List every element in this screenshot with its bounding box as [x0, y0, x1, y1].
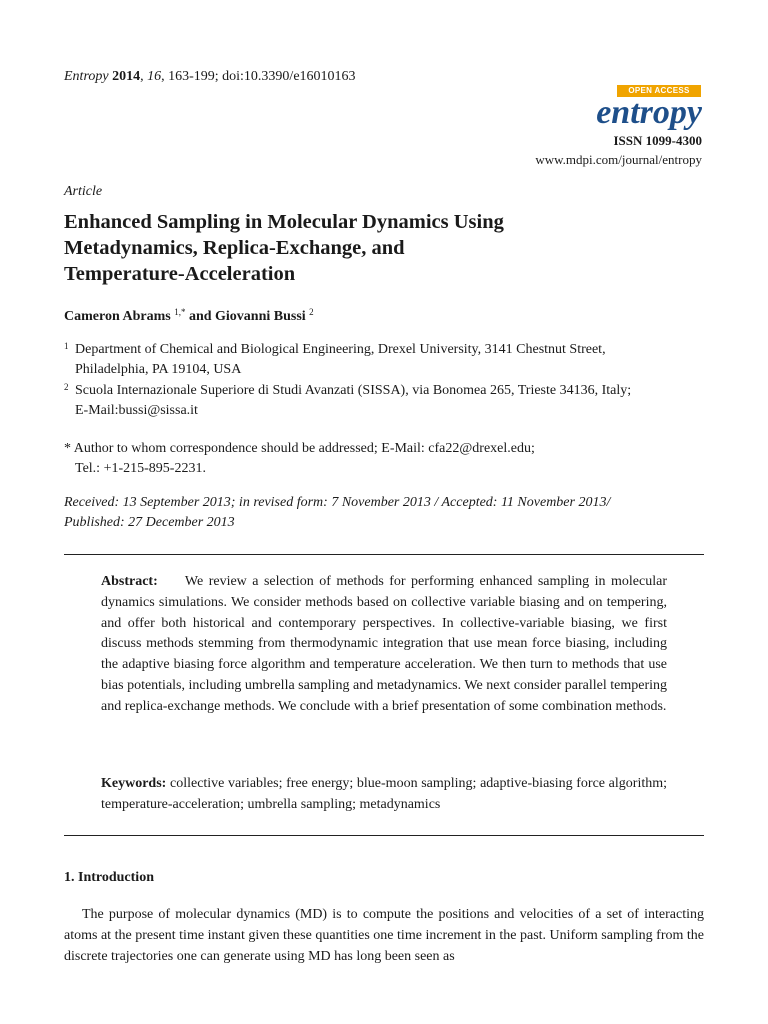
author-list	[64, 304, 314, 325]
author-connector: and	[185, 309, 216, 324]
correspondence-line: * Author to whom correspondence should be addressed; E-Mail: cfa22@drexel.edu;	[64, 441, 535, 456]
keywords-text: collective variables; free energy; blue-moon sampling; adaptive-biasing force algorithm; temperature-acceleration; umbrella sampling; metadynamics	[101, 776, 667, 812]
dates-line: Published: 27 December 2013	[64, 515, 235, 530]
pages-doi: , 163-199; doi:10.3390/e16010163	[161, 69, 356, 84]
journal-name: Entropy	[64, 69, 109, 84]
affiliation-line: Philadelphia, PA 19104, USA	[75, 362, 242, 377]
body-paragraph: The purpose of molecular dynamics (MD) is to compute the positions and velocities of a set of interacting atoms at the present time instant given these quantities one time increment in the past. Uniform sampling from the discrete trajectories one can generate using MD has long been seen as	[64, 907, 704, 964]
abstract	[101, 572, 667, 718]
article-type: Article	[64, 184, 103, 199]
publication-dates	[64, 493, 610, 533]
journal-logo: entropy	[596, 94, 702, 131]
affiliation	[64, 381, 704, 421]
divider	[64, 554, 704, 555]
issn: ISSN 1099-4300	[613, 133, 702, 148]
author-superscript: 2	[309, 307, 314, 317]
citation-line: Entropy 2014, 16, 163-199; doi:10.3390/e16010163	[64, 69, 356, 84]
dates-line: Received: 13 September 2013; in revised form: 7 November 2013 / Accepted: 11 November 2013/	[64, 495, 611, 510]
open-access-badge: OPEN ACCESS	[617, 85, 701, 97]
affiliation-line: E-Mail:bussi@sissa.it	[75, 403, 198, 418]
affiliation-number: 1	[64, 341, 69, 351]
correspondence-phone: Tel.: +1-215-895-2231.	[75, 461, 206, 476]
affiliation-line: Department of Chemical and Biological Engineering, Drexel University, 3141 Chestnut Street,	[75, 342, 606, 357]
affiliation	[64, 340, 704, 380]
title-line: Metadynamics, Replica-Exchange, and	[64, 237, 405, 259]
author-name: Cameron Abrams	[64, 309, 171, 324]
author-superscript: 1,*	[174, 307, 186, 317]
journal-url[interactable]: www.mdpi.com/journal/entropy	[535, 152, 702, 167]
abstract-label: Abstract:	[101, 574, 158, 589]
volume: 16	[147, 69, 162, 84]
keywords-label: Keywords:	[101, 776, 167, 791]
keywords	[101, 774, 667, 816]
affiliation-number: 2	[64, 382, 69, 392]
affiliation-line: Scuola Internazionale Superiore di Studi Avanzati (SISSA), via Bonomea 265, Trieste 34136, Italy;	[75, 383, 632, 398]
section-heading: 1. Introduction	[64, 870, 154, 885]
paper-title	[64, 209, 684, 287]
abstract-text: We review a selection of methods for performing enhanced sampling in molecular dynamics simulations. We consider methods based on collective variable biasing and on tempering, and offer both historical and contemporary perspectives. In collective-variable biasing, we first discuss methods stemming from thermodynamic integration that use mean force biasing, including the adaptive biasing force algorithm and temperature acceleration. We then turn to methods that use bias potentials, including umbrella sampling and metadynamics. We next consider parallel tempering and replica-exchange methods. We conclude with a brief presentation of some combination methods.	[101, 574, 667, 714]
title-line: Enhanced Sampling in Molecular Dynamics Using	[64, 211, 504, 233]
title-line: Temperature-Acceleration	[64, 263, 296, 285]
author-name: Giovanni Bussi	[215, 309, 306, 324]
year: 2014	[112, 69, 141, 84]
correspondence	[64, 439, 535, 479]
divider	[64, 835, 704, 836]
